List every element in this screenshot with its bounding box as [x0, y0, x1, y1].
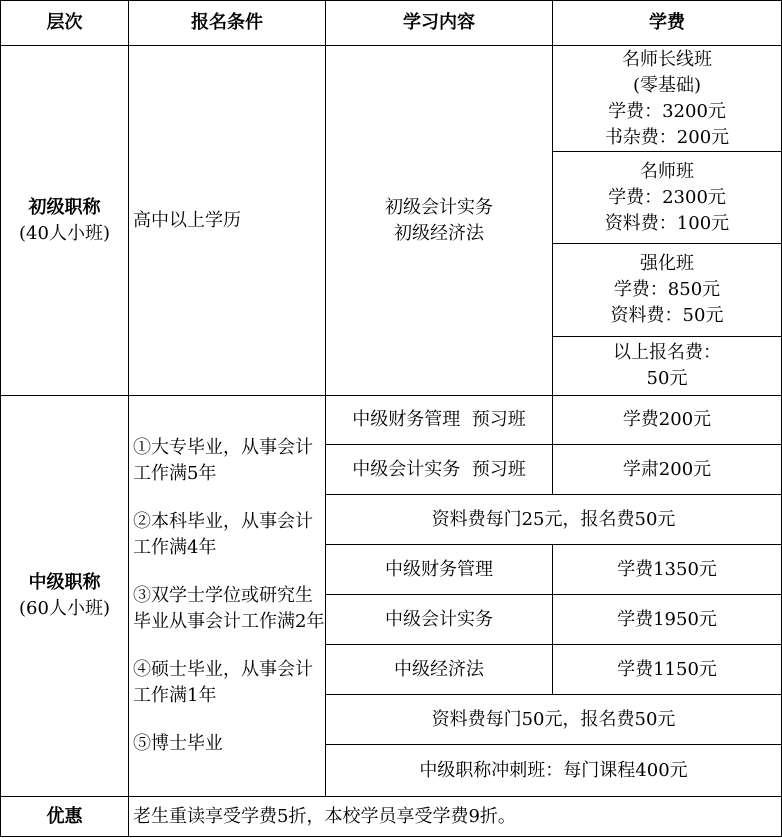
junior-plan-4-line-1: 以上报名费： — [613, 342, 721, 363]
junior-level-cell — [1, 46, 129, 396]
prep-course-2-fee: 学肃200元 — [553, 445, 782, 495]
junior-plan-2 — [553, 152, 782, 244]
discount-label: 优惠 — [1, 797, 129, 837]
junior-row-1 — [1, 46, 782, 152]
requirement-item-2: ②本科毕业，从事会计工作满4年 — [133, 511, 313, 558]
course-1-name: 中级财务管理 — [326, 545, 553, 595]
course-1-fee: 学费1350元 — [553, 545, 782, 595]
intermediate-title: 中级职称 — [28, 572, 101, 593]
prep-course-2-name: 中级会计实务 预习班 — [326, 445, 553, 495]
junior-plan-3-line-1: 强化班 — [640, 253, 694, 274]
junior-plan-2-line-3: 资料费：100元 — [604, 212, 730, 234]
course-3-fee: 学费1150元 — [553, 645, 782, 695]
course-2-name: 中级会计实务 — [326, 595, 553, 645]
intermediate-level-cell — [1, 396, 129, 797]
header-level: 层次 — [1, 1, 129, 46]
discount-text: 老生重读享受学费5折，本校学员享受学费9折。 — [129, 797, 782, 837]
course-2-fee: 学费1950元 — [553, 595, 782, 645]
junior-plan-3-line-2: 学费：850元 — [613, 279, 721, 300]
requirement-item-4: ④硕士毕业，从事会计工作满1年 — [133, 659, 313, 706]
junior-class-size: (40人小班) — [19, 222, 110, 244]
junior-plan-1-line-2: (零基础) — [632, 74, 702, 96]
junior-plan-1 — [553, 46, 782, 152]
junior-content-cell — [326, 46, 553, 396]
junior-requirement: 高中以上学历 — [129, 46, 326, 396]
junior-plan-1-line-1: 名师长线班 — [622, 48, 712, 70]
intermediate-row-1 — [1, 396, 782, 445]
junior-plan-1-line-3: 学费：3200元 — [608, 100, 726, 122]
junior-content-1: 初级会计实务 — [385, 196, 493, 218]
junior-plan-2-line-2: 学费：2300元 — [608, 186, 726, 208]
junior-plan-1-line-4: 书杂费：200元 — [604, 126, 730, 148]
course-3-name: 中级经济法 — [326, 645, 553, 695]
junior-plan-3-line-3: 资料费：50元 — [610, 305, 724, 326]
prep-course-1-name: 中级财务管理 预习班 — [326, 396, 553, 445]
intermediate-requirements-cell — [129, 396, 326, 797]
junior-plan-2-line-1: 名师班 — [640, 160, 694, 182]
course-note: 资料费每门50元，报名费50元 — [326, 695, 782, 745]
header-requirements: 报名条件 — [129, 1, 326, 46]
junior-title: 初级职称 — [28, 196, 101, 218]
header-fee: 学费 — [553, 1, 782, 46]
junior-plan-4-line-2: 50元 — [646, 368, 688, 389]
junior-plan-3 — [553, 244, 782, 337]
prep-note: 资料费每门25元，报名费50元 — [326, 495, 782, 545]
header-content: 学习内容 — [326, 1, 553, 46]
prep-course-1-fee: 学费200元 — [553, 396, 782, 445]
header-row — [1, 1, 782, 46]
requirement-item-1: ①大专毕业，从事会计工作满5年 — [133, 437, 313, 484]
intermediate-class-size: (60人小班) — [19, 598, 110, 619]
sprint-class: 中级职称冲刺班：每门课程400元 — [326, 745, 782, 797]
junior-content-2: 初级经济法 — [394, 222, 484, 244]
junior-plan-4 — [553, 337, 782, 396]
requirement-item-5: ⑤博士毕业 — [133, 733, 223, 754]
discount-row — [1, 797, 782, 837]
requirement-item-3: ③双学士学位或研究生毕业从事会计工作满2年 — [133, 585, 325, 632]
